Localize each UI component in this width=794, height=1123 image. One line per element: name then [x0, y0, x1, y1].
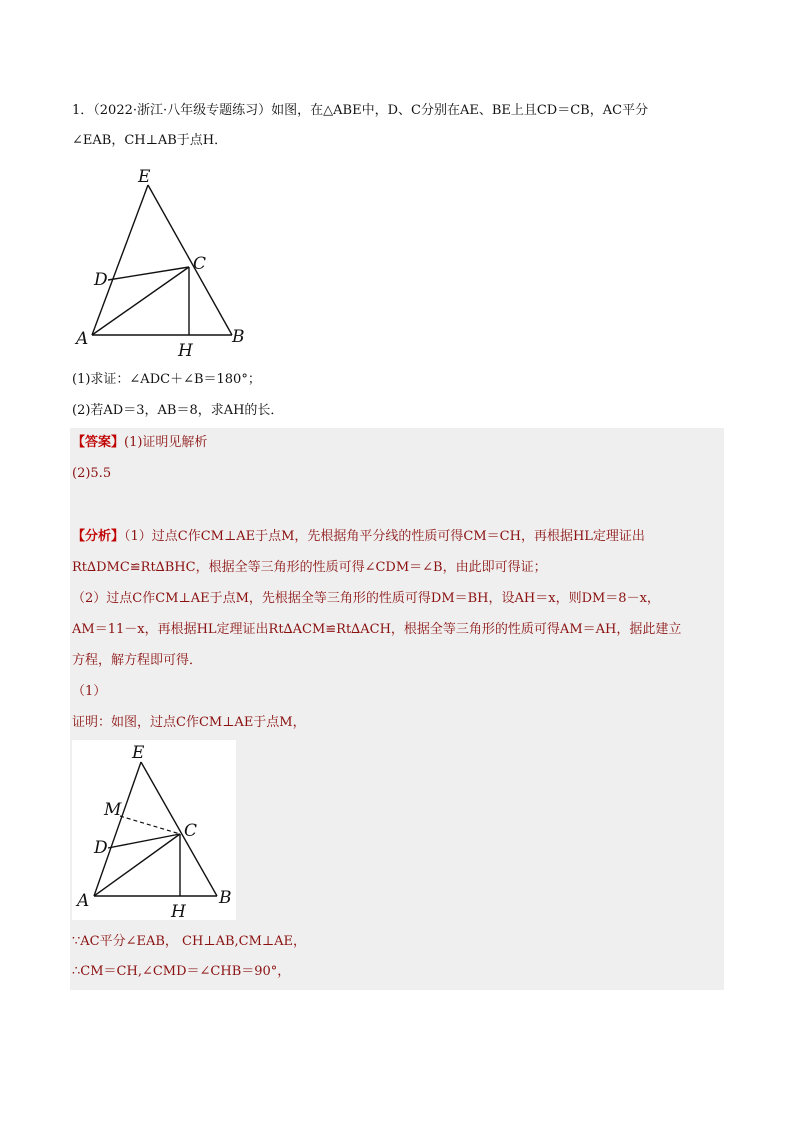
label2-H: H	[171, 902, 186, 922]
label-A: A	[76, 329, 89, 349]
answer-tag: 【答案】	[72, 435, 125, 450]
label2-A: A	[77, 891, 90, 911]
solution-part-1: （1）	[72, 684, 107, 699]
label-B: B	[232, 327, 245, 347]
proof-intro: 证明：如图，过点C作CM⊥AE于点M，	[72, 715, 306, 730]
label2-M: M	[104, 800, 122, 820]
label-H: H	[178, 341, 193, 360]
label-D: D	[94, 270, 108, 290]
label2-D: D	[94, 838, 108, 858]
question-part-1: (1)求证：∠ADC＋∠B＝180°；	[72, 372, 261, 387]
label-E: E	[138, 167, 151, 187]
question-line-2	[72, 131, 227, 151]
question-part-2: (2)若AD＝3，AB＝8，求AH的长．	[72, 403, 284, 418]
solution-step-2: ∴CM＝CH,∠CMD＝∠CHB＝90°，	[72, 964, 291, 979]
question-line-1	[72, 101, 648, 121]
analysis-tag: 【分析】	[72, 529, 125, 544]
analysis-line-4: AM＝11－x，再根据HL定理证出Rt∆ACM≌Rt∆ACH，根据全等三角形的性质可得AM＝AH，据此建立	[72, 622, 682, 637]
question-text-1: 如图，在△ABE中，D、C分别在AE、BE上且CD＝CB，AC平分	[271, 103, 649, 118]
label2-B: B	[219, 888, 232, 908]
question-source: （2022·浙江·八年级专题练习）	[93, 103, 272, 118]
answer-line-2	[72, 464, 111, 484]
question-number: 1．	[72, 103, 94, 118]
answer-line-1	[72, 433, 207, 453]
label2-E: E	[132, 743, 145, 763]
analysis-line-5: 方程，解方程即可得．	[72, 653, 203, 668]
analysis-line-3: （2）过点C作CM⊥AE于点M，先根据全等三角形的性质可得DM＝BH，设AH＝x，则DM＝8－x，	[72, 591, 660, 606]
solution-step-1: ∵AC平分∠EAB， CH⊥AB,CM⊥AE，	[72, 934, 307, 949]
triangle-figure-1	[70, 160, 260, 360]
analysis-line-2: Rt∆DMC≌Rt∆BHC，根据全等三角形的性质可得∠CDM＝∠B，由此即可得证；	[72, 560, 547, 575]
triangle-figure-2	[72, 740, 236, 922]
question-text-2: ∠EAB，CH⊥AB于点H．	[72, 133, 228, 148]
analysis-line-1: 【分析】（1）过点C作CM⊥AE于点M，先根据角平分线的性质可得CM＝CH，再根据HL定理证出	[72, 529, 645, 544]
answer-1: (1)证明见解析	[124, 435, 208, 450]
label2-C: C	[184, 821, 198, 841]
answer-2: (2)5.5	[72, 466, 112, 481]
label-C: C	[193, 254, 207, 274]
